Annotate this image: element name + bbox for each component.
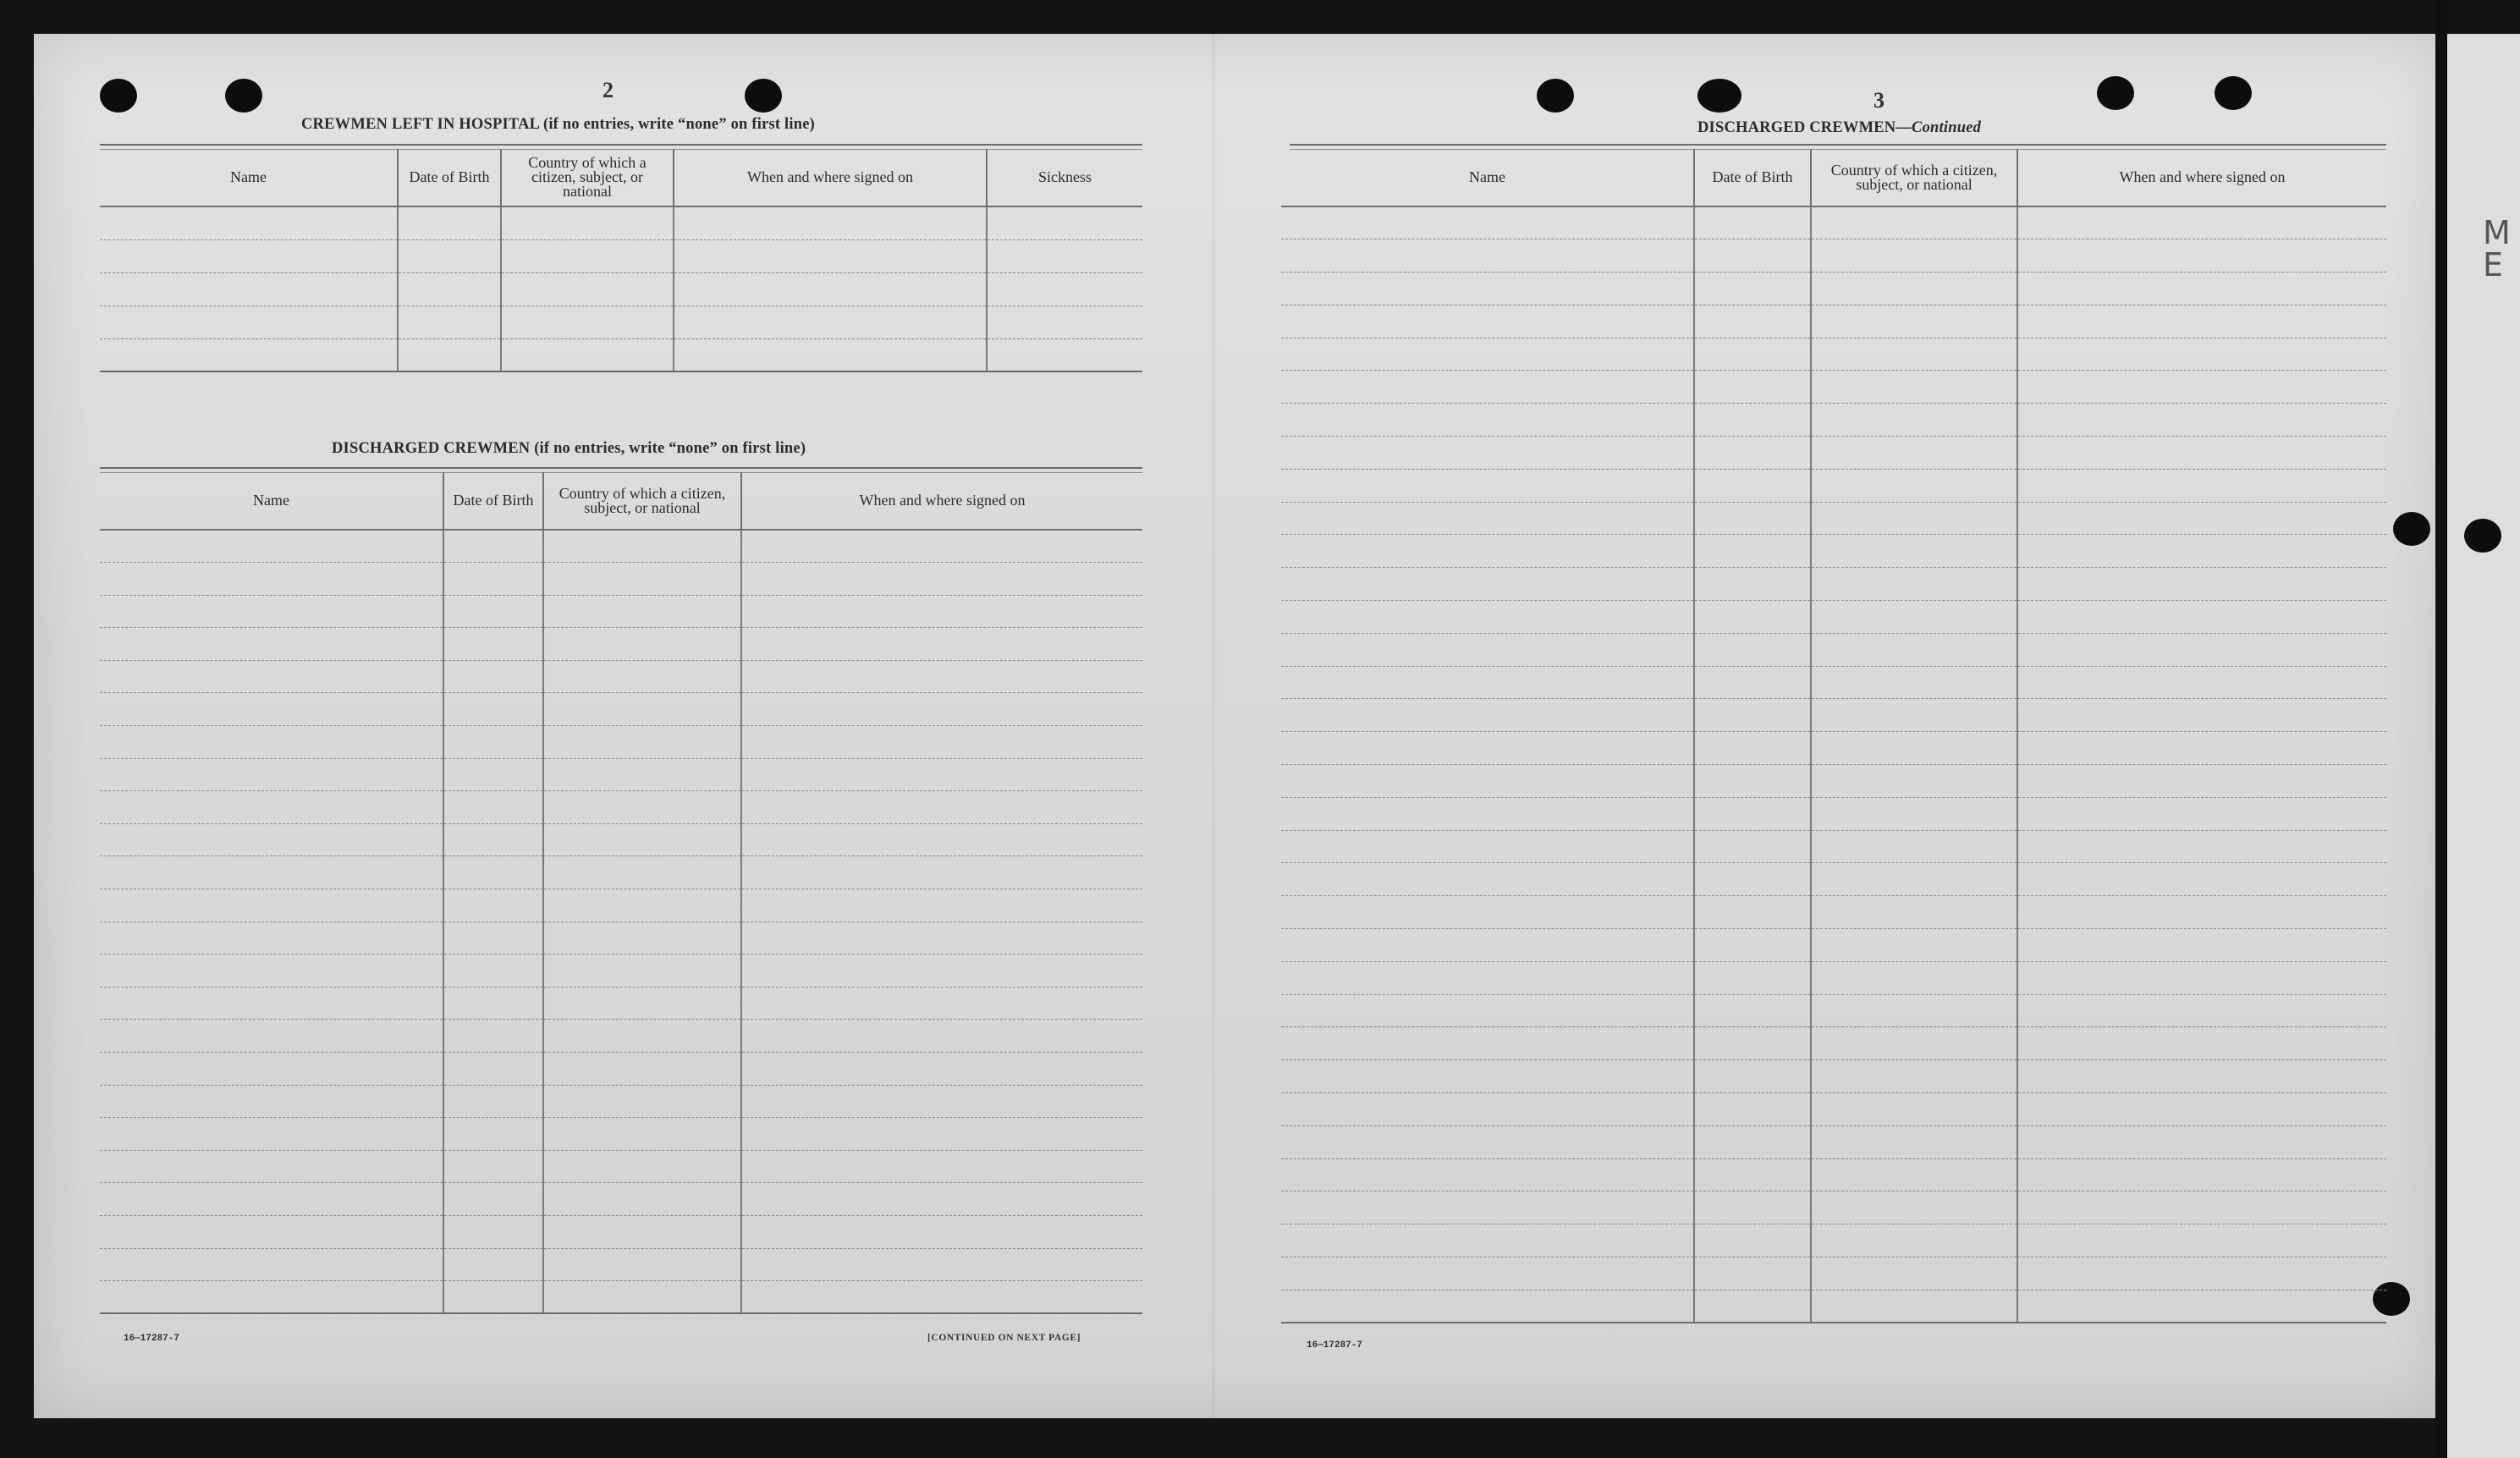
continued-suffix: —Continued — [1896, 119, 1982, 136]
margin-mark-2: E — [2483, 246, 2504, 283]
table-row — [100, 987, 1142, 1020]
table-row — [100, 856, 1142, 889]
col-header-sickness: Sickness — [987, 149, 1142, 206]
table-row — [1281, 239, 2386, 272]
table-row — [1281, 1125, 2386, 1158]
col-header-name: Name — [1281, 149, 1694, 206]
discharged-continued-text: DISCHARGED CREWMEN — [1697, 119, 1896, 136]
punch-hole — [1697, 79, 1741, 113]
table-row — [1281, 1191, 2386, 1224]
table-row — [1281, 863, 2386, 896]
col-header-country: Country of which a citizen, subject, or national — [1811, 149, 2017, 206]
punch-hole — [1537, 79, 1574, 113]
table-row — [100, 1281, 1142, 1314]
punch-hole — [100, 79, 137, 113]
table-row — [100, 595, 1142, 628]
table-row — [100, 1183, 1142, 1216]
col-header-name: Name — [100, 149, 398, 206]
margin-mark-1: M — [2483, 214, 2511, 251]
col-header-country: Country of which a citizen, subject, or national — [501, 149, 674, 206]
form-number-right: 16—17287-7 — [1307, 1340, 1363, 1351]
table-row — [1281, 272, 2386, 305]
table-row — [1281, 1257, 2386, 1290]
col-header-name: Name — [100, 472, 443, 530]
table-row — [100, 206, 1142, 239]
col-header-signed-on: When and where signed on — [2017, 149, 2386, 206]
table-row — [100, 693, 1142, 726]
table-row — [100, 889, 1142, 922]
table-row — [1281, 535, 2386, 568]
page-number-left: 2 — [602, 78, 613, 102]
table-row — [100, 1053, 1142, 1086]
col-header-signed-on: When and where signed on — [741, 472, 1142, 530]
discharged-section-title — [332, 440, 806, 458]
hospital-table — [100, 149, 1142, 372]
table-row — [100, 239, 1142, 272]
table-row — [100, 922, 1142, 955]
table-row — [1281, 502, 2386, 535]
hospital-section-title — [301, 116, 815, 134]
table-row — [100, 338, 1142, 371]
table-row — [1281, 568, 2386, 601]
table-row — [1281, 437, 2386, 470]
table-row — [1281, 666, 2386, 699]
page-fold — [1212, 34, 1217, 1418]
punch-hole — [225, 79, 262, 113]
table-row — [1281, 601, 2386, 634]
table-row — [100, 758, 1142, 791]
table-row — [1281, 633, 2386, 666]
table-row — [1281, 699, 2386, 732]
table-row — [1281, 732, 2386, 765]
discharged-instruction: (if no entries, write “none” on first line) — [534, 440, 806, 457]
form-number-left: 16—17287-7 — [124, 1334, 180, 1344]
table-row — [1281, 830, 2386, 863]
hospital-instruction: (if no entries, write “none” on first line) — [542, 116, 815, 133]
table-row — [100, 530, 1142, 563]
discharged-table-left — [100, 472, 1142, 1314]
discharged-continued-title — [1697, 119, 1981, 137]
punch-hole — [2393, 512, 2430, 546]
continued-note: [CONTINUED ON NEXT PAGE] — [927, 1333, 1081, 1343]
table-row — [1281, 1224, 2386, 1257]
page-number-right: 3 — [1873, 88, 1884, 113]
punch-hole — [745, 79, 782, 113]
table-row — [100, 1085, 1142, 1118]
table-row — [1281, 929, 2386, 962]
col-header-date-of-birth: Date of Birth — [443, 472, 543, 530]
table-row — [1281, 338, 2386, 371]
punch-hole — [2464, 519, 2501, 553]
table-row — [100, 726, 1142, 759]
table-row — [1281, 371, 2386, 404]
table-row — [1281, 404, 2386, 437]
hospital-title-text: CREWMEN LEFT IN HOSPITAL — [301, 116, 540, 133]
table-row — [100, 791, 1142, 824]
table-row — [100, 955, 1142, 988]
table-row — [100, 1215, 1142, 1248]
col-header-date-of-birth: Date of Birth — [1694, 149, 1811, 206]
table-row — [100, 1248, 1142, 1281]
table-row — [1281, 469, 2386, 502]
table-row — [1281, 1027, 2386, 1060]
table-row — [100, 1118, 1142, 1151]
table-row — [1281, 961, 2386, 994]
table-row — [1281, 896, 2386, 929]
table-row — [100, 305, 1142, 338]
table-row — [100, 1020, 1142, 1053]
table-row — [1281, 1060, 2386, 1093]
scan-edge — [2435, 0, 2447, 1458]
table-row — [1281, 305, 2386, 338]
table-row — [100, 272, 1142, 305]
punch-hole — [2215, 76, 2252, 110]
table-row — [1281, 1290, 2386, 1323]
discharged-table-right — [1281, 149, 2386, 1323]
table-row — [100, 628, 1142, 661]
table-row — [1281, 1093, 2386, 1126]
margin-handwriting — [2483, 214, 2511, 283]
table-row — [100, 1150, 1142, 1183]
table-row — [1281, 765, 2386, 798]
discharged-title-text: DISCHARGED CREWMEN — [332, 440, 531, 457]
table-row — [100, 660, 1142, 693]
col-header-date-of-birth: Date of Birth — [398, 149, 501, 206]
table-row — [100, 563, 1142, 596]
col-header-signed-on: When and where signed on — [674, 149, 987, 206]
punch-hole — [2097, 76, 2134, 110]
table-row — [1281, 994, 2386, 1027]
table-row — [1281, 797, 2386, 830]
table-row — [1281, 206, 2386, 239]
table-row — [1281, 1158, 2386, 1191]
table-row — [100, 823, 1142, 856]
col-header-country: Country of which a citizen, subject, or national — [543, 472, 741, 530]
